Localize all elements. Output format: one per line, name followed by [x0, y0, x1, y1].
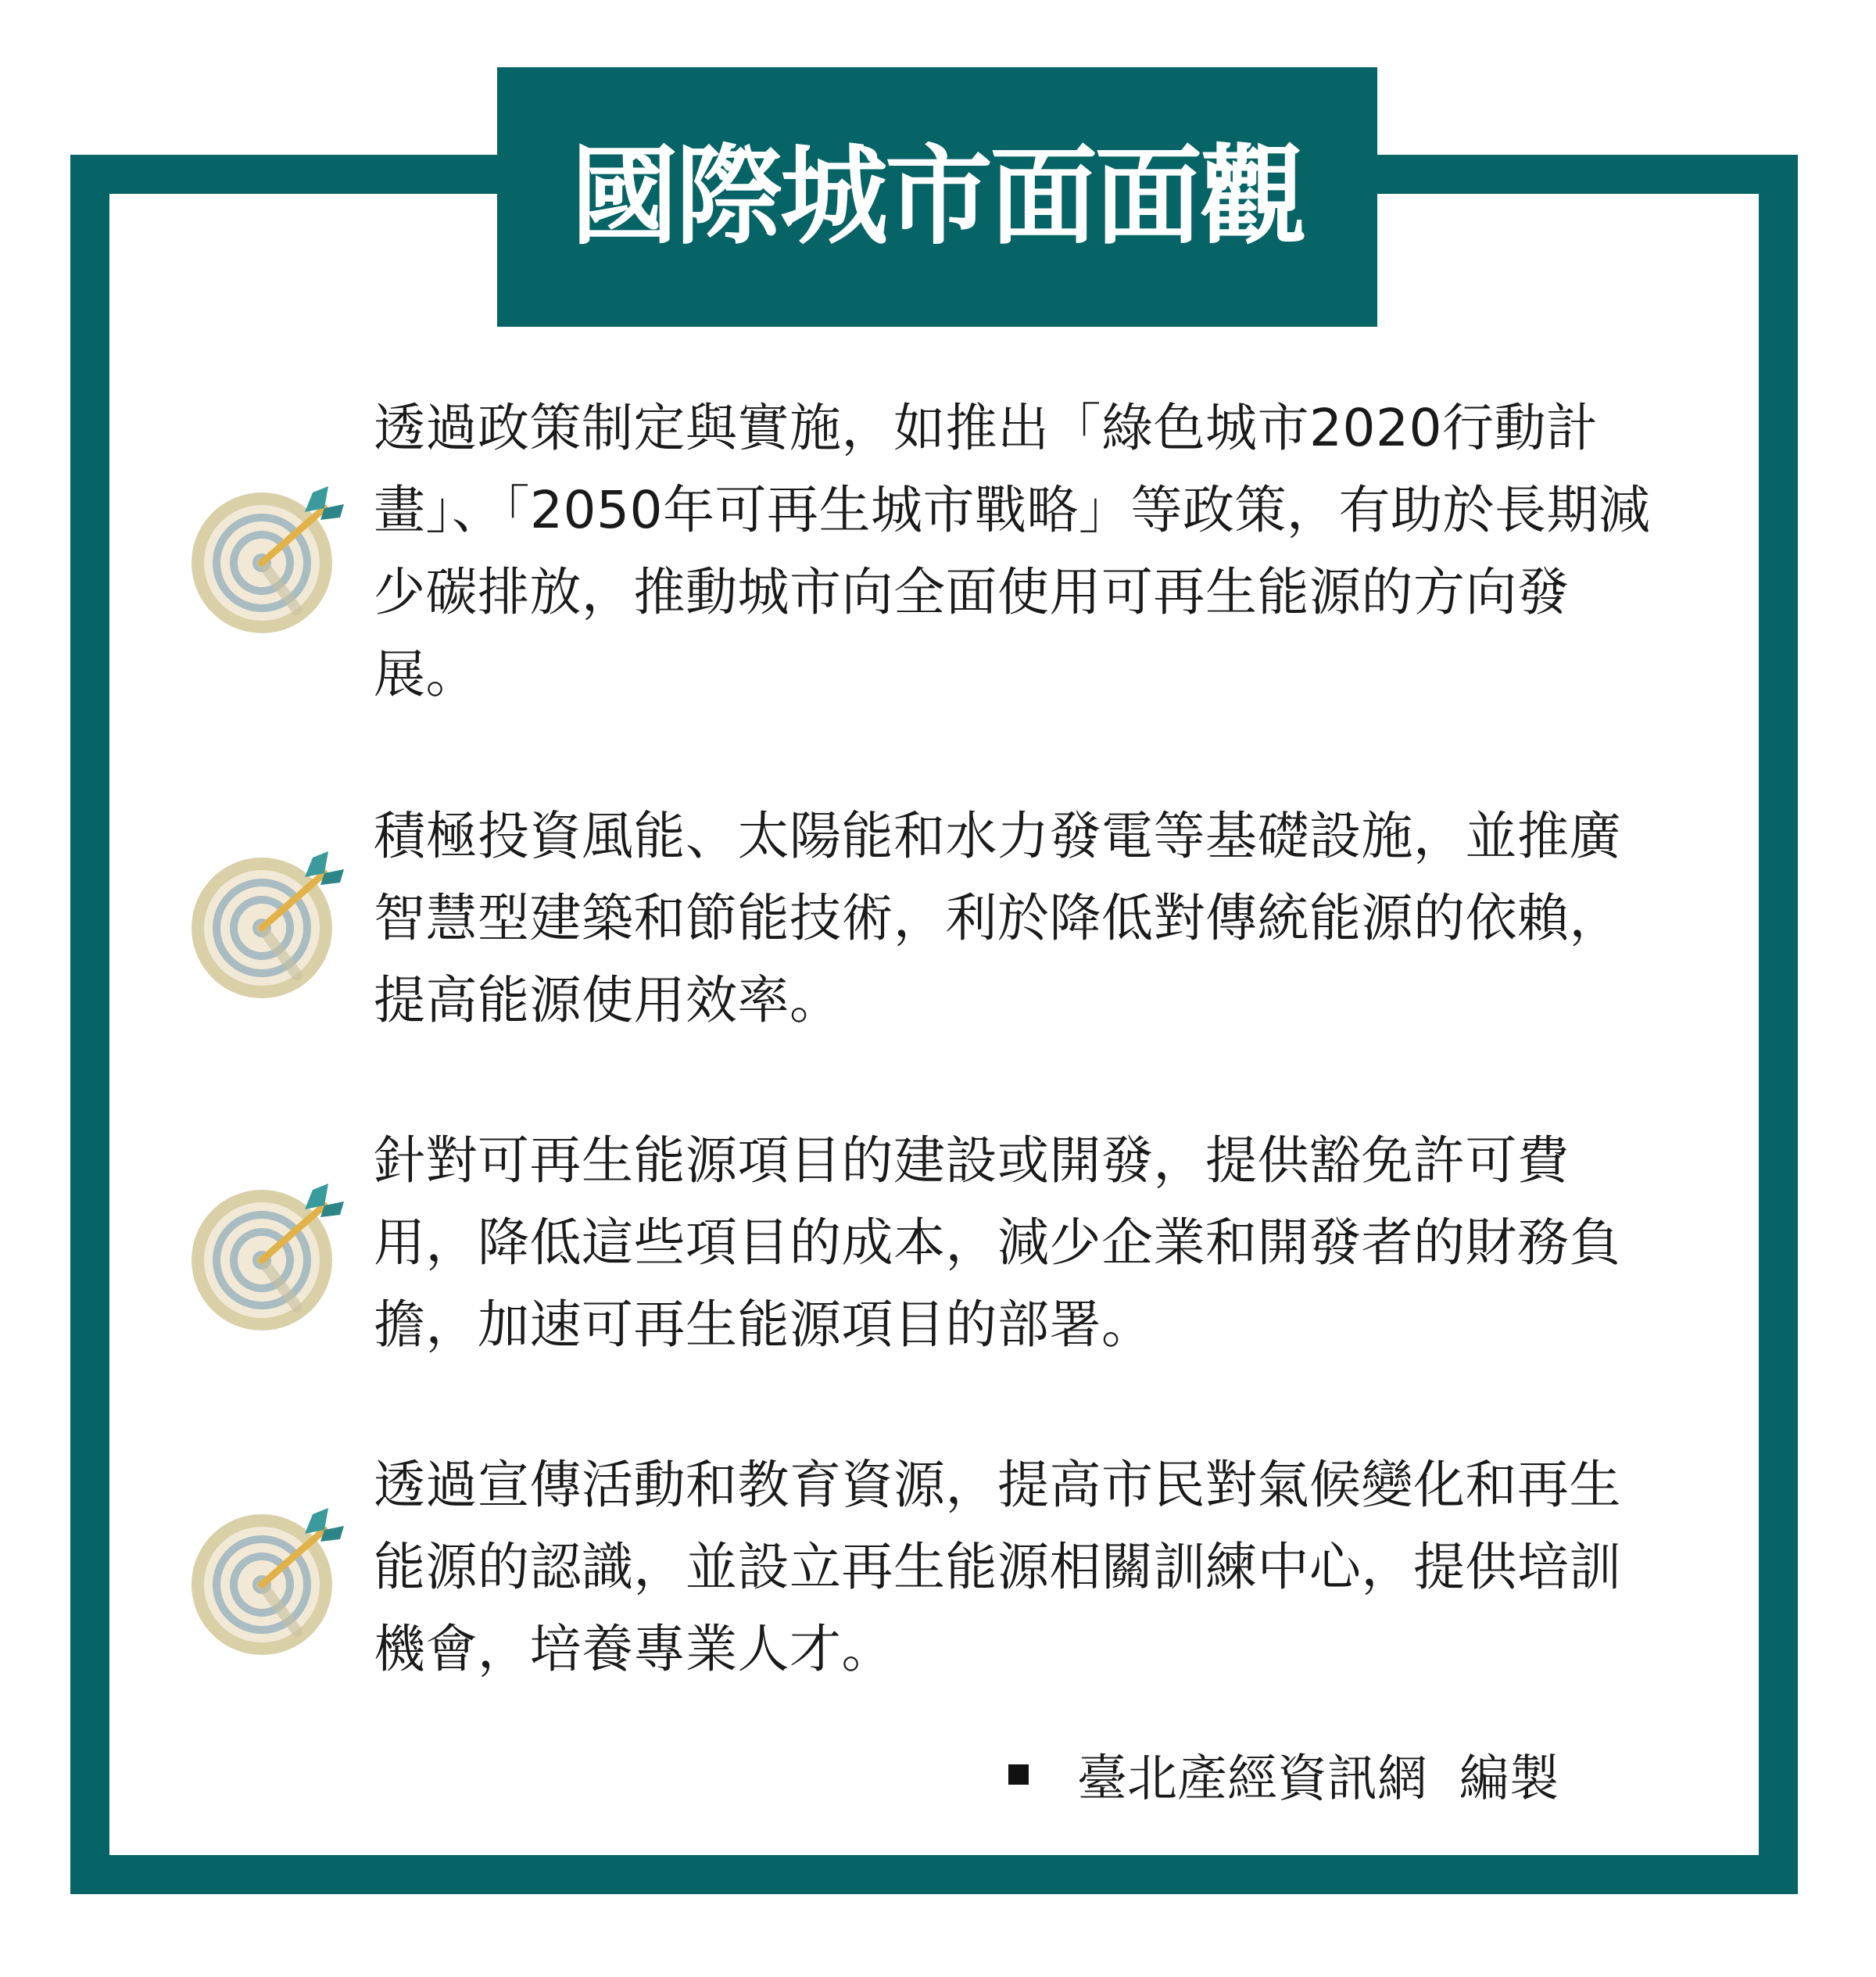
target-arrow-icon — [188, 842, 344, 998]
item-text: 積極投資風能、太陽能和水力發電等基礎設施，並推廣智慧型建築和節能技術，利於降低對傳統能源的依賴，提高能源使用效率。 — [374, 806, 1621, 1030]
item-text: 透過宣傳活動和教育資源，提高市民對氣候變化和再生能源的認識，並設立再生能源相關訓練中心，提供培訓機會，培養專業人才。 — [374, 1455, 1621, 1679]
square-bullet-icon — [1008, 1764, 1029, 1785]
title-banner — [497, 67, 1377, 327]
item-text: 透過政策制定與實施，如推出「綠色城市2020行動計畫」、「2050年可再生城市戰略」等政策，有助於長期減少碳排放，推動城市向全面使用可再生能源的方向發展。 — [374, 398, 1651, 704]
footer-credit — [1008, 1735, 1559, 1814]
target-arrow-icon — [188, 1499, 344, 1655]
footer-text: 臺北產經資訊網 編製 — [1077, 1750, 1559, 1808]
target-arrow-icon — [188, 477, 344, 633]
item-text: 針對可再生能源項目的建設或開發，提供豁免許可費用，降低這些項目的成本，減少企業和開發者的財務負擔，加速可再生能源項目的部署。 — [374, 1130, 1621, 1355]
target-arrow-icon — [188, 1174, 344, 1331]
page-title: 國際城市面面觀 — [570, 134, 1304, 260]
